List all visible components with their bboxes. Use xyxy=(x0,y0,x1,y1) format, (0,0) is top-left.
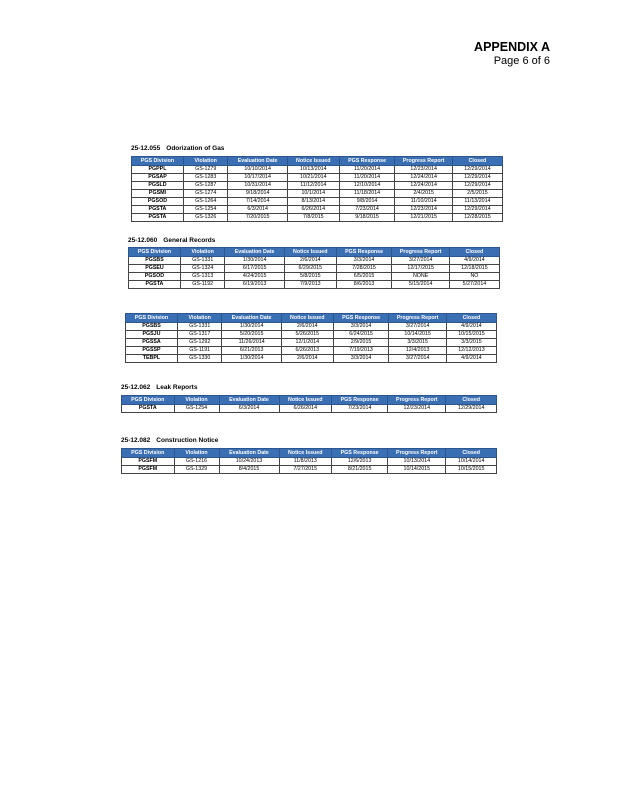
table-header-row xyxy=(122,449,497,458)
table-cell: 12/29/2014 xyxy=(452,166,502,174)
table-cell: 6/26/2013 xyxy=(281,347,333,355)
section-name: Construction Notice xyxy=(156,437,219,444)
table-cell: 3/3/2015 xyxy=(389,339,447,347)
table-row xyxy=(132,174,503,182)
table-cell: 1/30/2014 xyxy=(222,323,281,331)
table-cell: 2/5/2015 xyxy=(452,190,502,198)
table-cell: PGSTA xyxy=(129,281,181,289)
table-cell: PGSAP xyxy=(132,174,184,182)
table-cell: 6/21/2013 xyxy=(222,347,281,355)
table-row xyxy=(126,355,497,363)
table-cell: 12/1/2014 xyxy=(281,339,333,347)
table-row xyxy=(122,458,497,466)
section-number: 25-12.060 xyxy=(128,237,158,244)
section-title xyxy=(121,437,218,444)
table-cell: 5/15/2014 xyxy=(392,281,450,289)
table-cell: 3/3/2014 xyxy=(333,355,389,363)
table-cell: PGSFM xyxy=(122,458,175,466)
table-cell: 11/10/2014 xyxy=(395,198,453,206)
appendix-title: APPENDIX A xyxy=(474,40,550,54)
table-cell: 10/14/2015 xyxy=(388,466,446,474)
section-number: 25-12.062 xyxy=(121,384,151,391)
table-header-row xyxy=(129,248,500,257)
table-row xyxy=(132,190,503,198)
violations-table xyxy=(121,448,497,474)
table-row xyxy=(122,405,497,413)
column-header: PGS Response xyxy=(332,449,388,458)
table-cell: GS-1191 xyxy=(177,347,222,355)
table-cell: 5/26/2015 xyxy=(281,331,333,339)
table-cell: 12/18/2015 xyxy=(449,265,499,273)
column-header: PGS Division xyxy=(132,157,184,166)
table-cell: GS-1279 xyxy=(183,166,228,174)
column-header: Progress Report xyxy=(388,449,446,458)
table-cell: 11/12/2014 xyxy=(287,182,339,190)
table-cell: 10/21/2014 xyxy=(287,174,339,182)
table-cell: PGSEU xyxy=(129,265,181,273)
table-cell: PGSBS xyxy=(126,323,178,331)
table-cell: 5/20/2015 xyxy=(222,331,281,339)
table-cell: 7/23/2014 xyxy=(339,206,395,214)
column-header: Progress Report xyxy=(389,314,447,323)
table-cell: GS-1287 xyxy=(183,182,228,190)
table-cell: 11/20/2014 xyxy=(339,166,395,174)
table-cell: 10/1/2014 xyxy=(287,190,339,198)
table-cell: 3/27/2014 xyxy=(389,355,447,363)
table-cell: 6/26/2014 xyxy=(287,206,339,214)
table-cell: PGSFM xyxy=(122,466,175,474)
table-row xyxy=(132,182,503,190)
column-header: Notice Issued xyxy=(281,314,333,323)
table-cell: GS-1324 xyxy=(180,265,225,273)
table-cell: GS-1264 xyxy=(183,198,228,206)
violations-table xyxy=(131,156,503,222)
table-cell: 1/30/2014 xyxy=(225,257,284,265)
table-cell: 11/18/2014 xyxy=(339,190,395,198)
column-header: PGS Response xyxy=(339,157,395,166)
table-cell: 10/13/2014 xyxy=(388,458,446,466)
column-header: Evaluation Date xyxy=(228,157,287,166)
table-cell: 6/5/2015 xyxy=(336,273,392,281)
column-header: PGS Response xyxy=(332,396,388,405)
table-cell: 10/10/2014 xyxy=(228,166,287,174)
table-cell: 4/9/2014 xyxy=(449,257,499,265)
table-cell: 2/9/2015 xyxy=(333,339,389,347)
table-cell: 12/23/2014 xyxy=(395,166,453,174)
table-header-row xyxy=(126,314,497,323)
table-cell: 4/9/2014 xyxy=(446,323,496,331)
table-cell: PGSJU xyxy=(126,331,178,339)
table-row xyxy=(129,273,500,281)
table-cell: GS-1331 xyxy=(180,257,225,265)
table-row xyxy=(132,214,503,222)
table-cell: 12/24/2014 xyxy=(395,182,453,190)
column-header: Evaluation Date xyxy=(222,314,281,323)
table-cell: 2/6/2014 xyxy=(281,323,333,331)
table-cell: 3/27/2014 xyxy=(392,257,450,265)
table-row xyxy=(132,166,503,174)
table-cell: PGSMI xyxy=(132,190,184,198)
table-cell: 7/9/2013 xyxy=(284,281,336,289)
table-cell: 10/31/2014 xyxy=(228,182,287,190)
table-cell: 8/13/2014 xyxy=(287,198,339,206)
table-cell: 7/8/2015 xyxy=(287,214,339,222)
column-header: Violation xyxy=(177,314,222,323)
table-cell: 12/21/2015 xyxy=(395,214,453,222)
table-cell: 12/4/2013 xyxy=(389,347,447,355)
table-cell: 6/19/2013 xyxy=(225,281,284,289)
table-header-row xyxy=(122,396,497,405)
table-cell: 8/6/2013 xyxy=(336,281,392,289)
table-cell: 7/19/2013 xyxy=(333,347,389,355)
table-row xyxy=(126,331,497,339)
table-cell: PGSOD xyxy=(132,198,184,206)
table-row xyxy=(132,198,503,206)
table-cell: PGSSA xyxy=(126,339,178,347)
column-header: PGS Response xyxy=(336,248,392,257)
table-cell: GS-1292 xyxy=(177,339,222,347)
table-cell: 3/3/2014 xyxy=(336,257,392,265)
table-row xyxy=(126,339,497,347)
table-cell: PGSTA xyxy=(132,214,184,222)
table-cell: 6/26/2014 xyxy=(279,405,332,413)
table-cell: 12/12/2013 xyxy=(446,347,496,355)
column-header: PGS Division xyxy=(129,248,181,257)
column-header: Closed xyxy=(452,157,502,166)
table-cell: 12/29/2014 xyxy=(446,405,497,413)
table-cell: 12/17/2015 xyxy=(392,265,450,273)
column-header: Notice Issued xyxy=(284,248,336,257)
column-header: Evaluation Date xyxy=(219,396,279,405)
table-row xyxy=(129,265,500,273)
table-cell: 2/6/2014 xyxy=(284,257,336,265)
column-header: Violation xyxy=(183,157,228,166)
section-title xyxy=(128,237,215,244)
violations-table xyxy=(128,247,500,289)
table-cell: 4/9/2014 xyxy=(446,355,496,363)
table-cell: 12/24/2014 xyxy=(395,174,453,182)
table-cell: 11/13/2014 xyxy=(452,198,502,206)
table-row xyxy=(129,257,500,265)
section-name: Odorization of Gas xyxy=(166,145,225,152)
table-row xyxy=(122,466,497,474)
table-cell: 7/28/2015 xyxy=(336,265,392,273)
column-header: PGS Response xyxy=(333,314,389,323)
table-cell: 10/17/2014 xyxy=(228,174,287,182)
table-row xyxy=(126,347,497,355)
table-cell: 9/18/2014 xyxy=(228,190,287,198)
table-cell: 12/29/2014 xyxy=(452,182,502,190)
table-cell: 5/27/2014 xyxy=(449,281,499,289)
table-cell: GS-1216 xyxy=(174,458,219,466)
table-row xyxy=(126,323,497,331)
table-cell: PGSLD xyxy=(132,182,184,190)
table-cell: 12/23/2014 xyxy=(388,405,446,413)
column-header: Notice Issued xyxy=(287,157,339,166)
section-name: Leak Reports xyxy=(156,384,198,391)
table-cell: GS-1254 xyxy=(183,206,228,214)
table-cell: PGSSP xyxy=(126,347,178,355)
table-cell: TEBPL xyxy=(126,355,178,363)
column-header: Progress Report xyxy=(388,396,446,405)
table-cell: GS-1317 xyxy=(177,331,222,339)
column-header: Closed xyxy=(446,449,497,458)
table-cell: 3/3/2014 xyxy=(333,323,389,331)
violations-table xyxy=(125,313,497,363)
table-cell: 12/29/2014 xyxy=(452,206,502,214)
section-number: 25-12.082 xyxy=(121,437,151,444)
table-cell: 12/6/2013 xyxy=(332,458,388,466)
table-cell: 7/20/2015 xyxy=(228,214,287,222)
table-cell: NONE xyxy=(392,273,450,281)
table-cell: 5/8/2015 xyxy=(284,273,336,281)
column-header: PGS Division xyxy=(122,396,175,405)
column-header: Notice Issued xyxy=(279,396,332,405)
table-cell: 7/27/2015 xyxy=(279,466,332,474)
table-cell: 6/24/2015 xyxy=(333,331,389,339)
column-header: Violation xyxy=(174,449,219,458)
column-header: Notice Issued xyxy=(279,449,332,458)
column-header: Evaluation Date xyxy=(219,449,279,458)
table-cell: 7/14/2014 xyxy=(228,198,287,206)
column-header: Violation xyxy=(180,248,225,257)
table-cell: GS-1313 xyxy=(180,273,225,281)
page-number: Page 6 of 6 xyxy=(493,55,550,67)
table-cell: 8/21/2015 xyxy=(332,466,388,474)
table-cell: 2/6/2014 xyxy=(281,355,333,363)
section-title xyxy=(121,384,197,391)
table-cell: 12/29/2014 xyxy=(452,174,502,182)
table-cell: 12/28/2015 xyxy=(452,214,502,222)
table-cell: 9/18/2015 xyxy=(339,214,395,222)
table-cell: 12/10/2014 xyxy=(339,182,395,190)
table-row xyxy=(129,281,500,289)
table-cell: 11/26/2014 xyxy=(222,339,281,347)
column-header: Closed xyxy=(446,396,497,405)
table-cell: 10/14/2014 xyxy=(446,458,497,466)
table-cell: GS-1274 xyxy=(183,190,228,198)
table-cell: 10/15/2015 xyxy=(446,331,496,339)
table-cell: 6/29/2015 xyxy=(284,265,336,273)
column-header: PGS Division xyxy=(126,314,178,323)
table-cell: 11/20/2014 xyxy=(339,174,395,182)
table-cell: GS-1254 xyxy=(174,405,219,413)
column-header: Closed xyxy=(449,248,499,257)
table-cell: PGSBS xyxy=(129,257,181,265)
section-name: General Records xyxy=(163,237,216,244)
table-cell: PGSOD xyxy=(129,273,181,281)
table-cell: 9/8/2014 xyxy=(339,198,395,206)
column-header: Progress Report xyxy=(395,157,453,166)
table-cell: PGSTA xyxy=(122,405,175,413)
table-cell: 3/27/2014 xyxy=(389,323,447,331)
table-cell: 10/13/2014 xyxy=(287,166,339,174)
table-cell: 6/3/2014 xyxy=(228,206,287,214)
table-cell: 1/30/2014 xyxy=(222,355,281,363)
table-row xyxy=(132,206,503,214)
table-cell: 6/3/2014 xyxy=(219,405,279,413)
table-cell: GS-1330 xyxy=(177,355,222,363)
section-number: 25-12.055 xyxy=(131,145,161,152)
table-cell: GS-1326 xyxy=(183,214,228,222)
table-cell: GS-1283 xyxy=(183,174,228,182)
table-cell: PGSTA xyxy=(132,206,184,214)
table-cell: 6/17/2015 xyxy=(225,265,284,273)
table-cell: GS-1192 xyxy=(180,281,225,289)
table-cell: 10/15/2015 xyxy=(446,466,497,474)
table-cell: 7/23/2014 xyxy=(332,405,388,413)
column-header: Violation xyxy=(174,396,219,405)
table-cell: GS-1329 xyxy=(174,466,219,474)
table-cell: 3/3/2015 xyxy=(446,339,496,347)
section-title xyxy=(131,145,224,152)
violations-table xyxy=(121,395,497,413)
table-cell: 2/4/2015 xyxy=(395,190,453,198)
table-cell: PGPPL xyxy=(132,166,184,174)
table-cell: 10/24/2013 xyxy=(219,458,279,466)
column-header: Closed xyxy=(446,314,496,323)
table-header-row xyxy=(132,157,503,166)
table-cell: 12/23/2014 xyxy=(395,206,453,214)
table-cell: 4/24/2015 xyxy=(225,273,284,281)
column-header: Progress Report xyxy=(392,248,450,257)
table-cell: 8/4/2015 xyxy=(219,466,279,474)
column-header: Evaluation Date xyxy=(225,248,284,257)
table-cell: 11/8/2013 xyxy=(279,458,332,466)
table-cell: 10/14/2015 xyxy=(389,331,447,339)
table-cell: NO xyxy=(449,273,499,281)
column-header: PGS Division xyxy=(122,449,175,458)
table-cell: GS-1331 xyxy=(177,323,222,331)
